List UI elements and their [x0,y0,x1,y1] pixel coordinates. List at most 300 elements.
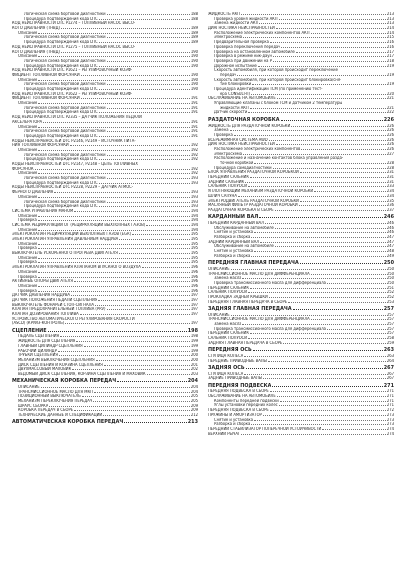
toc-entry-title: ДАТЧИК ПОЛОЖЕНИЯ ПЕДАЛИ СЦЕПЛЕНИЯ [12,297,98,302]
dot-leader [250,333,386,334]
toc-entry-title: Проверка переключения передач [214,44,281,49]
toc-page-number: 188 [190,16,198,21]
toc-page-number: 197 [190,307,198,312]
toc-entry-title: Расположение электрических компонентов [214,146,301,151]
toc-page-number: 231 [386,179,394,184]
toc-entry-title: Расположение и назначение контактов блока управления разда- [214,156,344,161]
toc-entry-title: Процедура подтверждения кода DTC [24,180,98,185]
dot-leader [93,401,190,402]
toc-section-heading [208,365,394,371]
dot-leader [107,131,190,132]
toc-entry-title: Описание [18,171,38,176]
toc-page-number: 195 [190,246,198,251]
toc-page-number: 231 [386,170,394,175]
toc-page-number: 272 [386,408,394,413]
toc-page-number: 194 [190,227,198,232]
dot-leader [38,220,190,221]
toc-page-number: 215 [386,35,394,40]
dot-leader [38,272,190,273]
toc-page-number: 192 [190,166,198,171]
toc-entry-title: МАСЛЯНЫЙ ФИЛЬТР РАЗДАТОЧНОЙ КОРОБКИ [208,203,298,208]
toc-page-number: 204 [190,389,198,394]
dot-leader [273,61,386,62]
toc-entry-title: Замена [214,128,229,133]
toc-entry-title: КОД НЕИСПРАВНОСТИ DTC P1621 – РЕГУЛИРОВОЧНЫЙ КОЭФ- [12,68,133,73]
dot-leader [327,283,386,284]
toc-page-number: 205 [190,394,198,399]
toc-entry-title: Логическая схема бортовой диагностики [24,129,106,134]
toc-entry-title: СИСТЕМА УПРАВЛЕНИЯ МАНОМ [12,208,74,213]
dot-leader [59,355,190,356]
toc-entry-title: КОГО ДАВЛЕНИЯ (ТНВД) [12,49,60,54]
dot-leader [293,309,383,310]
toc-entry-title: Электросхема [214,151,242,156]
dot-leader [76,341,190,342]
toc-entry-title: Описание [18,213,38,218]
dot-leader [311,274,386,275]
toc-entry-title: точной коробкой [220,161,254,165]
toc-entry-title: Процедура подтверждения кода DTC [24,133,98,138]
toc-entry-title: КОД НЕИСПРАВНОСТИ DTC P1274 – ТОПЛИВНЫЙ НАСОС ВЫСО- [12,21,136,26]
dot-leader [301,149,386,150]
toc-page-number: 226 [386,146,394,151]
dot-leader [107,108,190,109]
toc-entry-title: АВТОМАТИЧЕСКАЯ КОРОБКА ПЕРЕДАЧ [12,419,124,426]
toc-entry-title: КАРДАННЫЙ ВАЛ [208,214,259,221]
dot-leader [35,169,190,170]
toc-entry-title: передач [220,72,237,77]
dot-leader [65,323,190,324]
toc-page-number: 273 [386,417,394,422]
dot-leader [263,378,386,379]
toc-entry-title: БЛОК УПРАВЛЕНИЯ РАЗДАТОЧНОЙ КОРОБКОЙ [208,170,299,175]
dot-leader [38,56,190,57]
dot-leader [49,406,190,407]
toc-entry-title: МЕХАНИЧЕСКАЯ КОРОБКА ПЕРЕДАЧ [12,378,117,385]
toc-entry-title: ПРУЖИНЫ И АМОРТИЗАТОР [208,412,262,417]
toc-entry-title: ПРОКЛАДКА ЗАДНЕЙ КРЫШКИ [208,294,268,299]
toc-entry-title: Описание [18,147,38,152]
dot-leader [43,122,190,123]
dot-leader [82,396,190,397]
toc-entry-title: ЭЛЕКТРОДВИГАТЕЛЬ РАЗДАТОЧНОЙ КОРОБКИ [208,198,299,203]
toc-page-number: 228 [386,161,394,165]
toc-entry [208,254,394,259]
dot-leader [275,246,386,247]
toc-entry-title: Разборка и сборка [214,422,251,427]
toc-entry-title: Электросхема [214,35,242,40]
toc-page-number: 249 [386,253,394,258]
toc-entry-title: КОРОБКА ПЕРЕДАЧ В СБОРЕ [18,408,74,413]
dot-leader [254,163,386,164]
dot-leader [234,135,386,136]
dot-leader [61,28,190,29]
toc-page-number: 194 [190,208,198,213]
toc-entry-title: Описание [18,30,38,35]
dot-leader [147,374,190,375]
toc-page-number: 194 [190,222,198,227]
dot-leader [281,120,383,121]
toc-entry-title: Процедура самодиагностики [214,165,272,170]
toc-page-number: 196 [190,265,198,270]
toc-entry-title: КОДЫ НЕИСПРАВНОСТЕЙ DTC P2147, P2148 – ЦЕПЬ ТОПЛИВНЫХ [12,162,138,166]
dot-leader [269,297,386,298]
toc-page-number: 214 [386,30,394,35]
toc-page-number: 200 [190,357,198,362]
toc-page-number: 252 [386,290,394,295]
dot-leader [250,108,386,109]
toc-entry [208,110,394,115]
toc-entry-title: ПЕРЕДНИЙ САЛЬНИК [208,175,249,180]
toc-page-number: 259 [386,340,394,345]
toc-page-number: 218 [386,58,394,63]
toc-entry-title: Процедура подтверждения кода DTC [24,40,98,45]
toc-entry-title: Логическая схема бортовой диагностики [24,12,106,16]
toc-entry-title: ДИАГНОСТИКА НЕИСПРАВНОСТЕЙ [208,142,275,147]
dot-leader [238,196,386,197]
toc-page-number: 213 [187,419,198,426]
dot-leader [242,324,385,325]
toc-page-number: 195 [190,251,198,256]
dot-leader [231,315,386,316]
toc-page-number: 191 [190,133,198,138]
dot-leader [48,331,187,332]
dot-leader [279,19,386,20]
toc-page-number: 257 [386,322,394,327]
dot-leader [58,351,190,352]
toc-entry-title: Проверка [18,288,37,293]
toc-entry-title: НИЯ ТОПЛИВНОЙ ФОРСУНКИ [12,143,69,148]
toc-page-number: 237 [386,207,394,212]
dot-leader [38,248,190,249]
toc-entry-title: Разборка и сборка [214,235,251,239]
toc-entry-title: ПЕРЕДНИЙ СТАБИЛИЗАТОР ПОПЕРЕЧНОЙ УСТОЙЧИВОСТИ [208,426,322,431]
toc-entry-title: КОГО ДАВЛЕНИЯ (ТНВД) [12,26,60,31]
dot-leader [107,178,190,179]
toc-page-number: 213 [386,12,394,16]
dot-leader [107,84,190,85]
toc-page-number: 190 [190,82,198,87]
toc-entry-title: ГЛАВНЫЙ ЦИЛИНДР СЦЕПЛЕНИЯ [18,343,83,348]
toc-page-number: 257 [386,326,394,331]
toc-entry-title: САЛЬНИК ПОЛУОСИ [208,184,248,189]
toc-page-number: 226 [386,128,394,133]
dot-leader [248,338,386,339]
toc-entry [208,376,394,381]
toc-page-number: 204 [190,385,198,389]
toc-page-number: 199 [190,339,198,344]
dot-leader [288,302,386,303]
dot-leader [281,47,385,48]
toc-page-number: 216 [386,40,394,45]
toc-entry-title: Проверка [18,246,37,251]
toc-page-number: 263 [386,353,394,358]
dot-leader [268,361,386,362]
toc-entry-title: ТРАНСМИССИОННОЕ МАСЛО ДЛЯ МКП [18,389,93,394]
toc-page-number: 246 [386,225,394,230]
toc-page-number: 257 [386,317,394,322]
toc-page-number: 196 [190,283,198,288]
toc-page-number: 209 [190,408,198,413]
toc-entry-title: КОД НЕИСПРАВНОСТИ DTC P1275 – ТОПЛИВНЫЙ НАСОС ВЫСО- [12,44,136,49]
dot-leader [273,168,386,169]
toc-page-number: 192 [190,147,198,152]
toc-entry-title: СТУПИЦА КОЛЕСА [208,371,244,376]
dot-leader [311,33,386,34]
toc-page-number: 193 [190,180,198,185]
toc-section-heading [208,347,394,353]
toc-page-number: 191 [190,96,198,101]
dot-leader [276,144,386,145]
toc-entry-title: Датчик скорости [214,110,248,115]
dot-leader [314,191,386,192]
toc-page-number: 195 [190,260,198,265]
toc-page-number: 228 [386,165,394,170]
toc-entry-title: ВЫКЛЮЧАТЕЛЬ УСКОРЕННОГО ПРОГРЕВА ДВИГАТЕЛЯ [12,251,118,256]
toc-entry-title: ТЕХНИЧЕСКИЕ ДАННЫЕ И СПЕЦИФИКАЦИИ [18,413,103,418]
toc-entry-title: Описание [18,283,38,288]
toc-entry-title: ПЕРЕДНИЕ ПРИВОДНЫЕ ВАЛЫ [208,358,267,363]
toc-page-number: 251 [386,285,394,290]
toc-entry-title: Описание [18,241,38,246]
dot-leader [248,292,386,293]
dot-leader [74,281,190,282]
toc-entry-title: ЗАДНИЙ КАРДАННЫЙ ВАЛ [208,239,260,244]
toc-entry-title: ПЕРЕДНЯЯ ПОДВЕСКА В СБОРЕ [208,389,269,394]
toc-page-number: 194 [190,218,198,223]
toc-entry-title: ШЛИЧ САПУНА [208,193,237,198]
toc-page-number: 193 [190,176,198,181]
toc-page-number: 209 [190,403,198,408]
toc-entry-title: ОБСЛУЖИВАНИЕ НА АВТОМОБИЛЕ [208,96,276,101]
toc-entry-title: ДАТЧИК ДАВЛЕНИЯ НАДДУВА [12,293,70,298]
toc-page-number: 195 [190,241,198,246]
toc-entry-title: УПЛОТНЯЮЩИЙ МЕХАНИЗМ РАЗДАТОЧНОЙ КОРОБКИ [208,189,314,194]
toc-page-number: 197 [190,302,198,307]
toc-entry-title: Проверка трансмиссионного масла для дифференциала [214,280,326,285]
toc-entry-title: РАБОЧИЙ ЦИЛИНДР [18,348,57,353]
dot-leader [81,75,190,76]
toc-entry-title: Описание [18,194,38,199]
toc-page-number: 197 [190,293,198,298]
dot-leader [248,112,386,113]
toc-page-number: 190 [190,63,198,68]
toc-entry-title: ПЕРЕДНЯЯ ГЛАВНАЯ ПЕРЕДАЧА В СБОРЕ [208,299,288,304]
dot-leader [231,269,386,270]
toc-entry-title: ПЕРЕДНЯЯ ОСЬ [208,347,252,354]
toc-page-number: 200 [190,353,198,358]
toc-entry-title: Проверка уровня жидкости АКП [214,16,278,21]
dot-leader [142,267,190,268]
toc-entry-title: ПЕРЕДНЯЯ ГЛАВНАЯ ПЕРЕДАЧА [208,260,299,267]
dot-leader [322,429,386,430]
dot-leader [107,202,190,203]
toc-page-number: 216 [386,44,394,49]
toc-entry-title: ВЕДОМЫЙ ДИСК СЦЕПЛЕНИЯ, КОРЗИНА СЦЕПЛЕНИЯ И МАХОВИК [18,371,146,376]
toc-entry-title: Замена жидкости АКП [214,21,259,26]
dot-leader [270,391,386,392]
toc-entry-title: ЗАДНИЕ ПРИВОДНЫЕ ВАЛЫ [208,376,263,381]
dot-leader [259,23,386,24]
toc-page-number: 264 [386,358,394,363]
dot-leader [300,201,386,202]
toc-entry-title: Скорость автомобиля, при которой происходит переключение [214,68,338,73]
toc-page-number: 191 [190,119,198,124]
toc-entry-title: Описание [18,227,38,232]
dot-leader [38,244,190,245]
toc-page-number: 202 [190,367,198,372]
toc-entry-title: ЗАДНЯЯ ОСЬ [208,364,245,371]
toc-page-number: 217 [386,54,394,59]
toc-entry-title: КЛАПАН ДОЗИРОВАНИЯ ТОПЛИВА [12,312,79,316]
toc-section-heading [12,419,198,425]
dot-leader [251,94,386,95]
toc-entry-title: АКСЕЛЕРАТОРА [12,119,43,124]
toc-entry-title: Проверка [18,274,37,279]
toc-page-number: 257 [383,305,394,312]
dot-leader [99,136,190,137]
toc-entry-title: Скорость автомобиля, при которой происходит блокировка/сня- [214,77,342,82]
dot-leader [270,410,386,411]
dot-leader [248,186,386,187]
dot-leader [250,288,386,289]
toc-page-number: 189 [190,40,198,45]
dot-leader [253,350,383,351]
dot-leader [300,263,383,264]
toc-entry [208,208,394,213]
toc-page-number: 191 [190,101,198,106]
dot-leader [251,256,386,257]
toc-page-number: 197 [190,297,198,302]
toc-entry [208,359,394,364]
dot-leader [80,314,190,315]
toc-entry-title: Разборка и сборка [214,253,251,258]
toc-entry-title: ФИЦИЕНТ ТОПЛИВНОЙ ФОРСУНКИ [12,72,80,77]
toc-entry-title: Описание [18,124,38,129]
dot-leader [296,52,386,53]
dot-leader [273,56,386,57]
toc-page-number: 190 [190,54,198,59]
dot-leader [38,291,190,292]
dot-leader [230,130,386,131]
dot-leader [99,183,190,184]
toc-entry-title: Процедура подтверждения кода DTC [24,16,98,21]
toc-entry-title: РАЗДАТОЧНАЯ КОРОБКА В СБОРЕ [208,207,274,212]
toc-page-number: 189 [190,30,198,35]
dot-leader [38,33,190,34]
dot-leader [300,172,386,173]
toc-entry-title: Проверка [18,260,37,265]
toc-page-number: 271 [386,389,394,394]
toc-page-number: 250 [386,280,394,285]
toc-page-number: 192 [190,152,198,157]
toc-entry-title: Описание [18,269,38,274]
dot-leader [243,154,386,155]
toc-entry-title: Снятие и установка [214,417,254,422]
toc-section-heading [208,117,394,123]
toc-page-number: 227 [386,151,394,156]
toc-entry-title: АКТИВНЫЕ ОПОРЫ ДВИГАТЕЛЯ [12,279,73,284]
toc-page-number: 193 [190,199,198,204]
dot-leader [250,177,386,178]
toc-entry-title: Углы установки передних колес [214,403,278,408]
dot-leader [38,262,190,263]
toc-page-number: 199 [190,343,198,348]
dot-leader [72,369,190,370]
toc-section-heading [208,214,394,220]
dot-leader [243,37,386,38]
toc-entry-title: ПЕРЕДНЯЯ ПОДВЕСКА [208,382,272,389]
dot-leader [283,343,386,344]
dot-leader [311,319,386,320]
toc-entry-title: КОД НЕИСПРАВНОСТИ DTC P2335 – ДАТЧИК ПОЛОЖЕНИЯ ПЕДАЛИ [12,115,142,120]
dot-leader [54,192,190,193]
toc-entry-title: ДИСК СЦЕПЛЕНИЯ И КОРЗИНА СЦЕПЛЕНИЯ [18,362,103,367]
dot-leader [107,14,190,15]
toc-section-heading [208,383,394,389]
toc-entry-title: Управляющие клапаны с блоком TCM и датчиком 2 температуры [214,101,343,106]
toc-page-number: 267 [386,371,394,376]
dot-leader [60,336,190,337]
toc-page-number: 191 [190,129,198,134]
dot-leader [107,61,190,62]
toc-page-number: 213 [386,16,394,21]
dot-leader [107,309,190,310]
toc-entry [12,321,198,326]
dot-leader [275,210,386,211]
toc-entry-title: Логическая схема бортовой диагностики [24,35,106,40]
toc-page-number: 195 [190,232,198,237]
toc-page-number: 222 [386,110,394,115]
toc-page-number: 219 [386,63,394,68]
dot-leader [38,197,190,198]
toc-page-number: 234 [386,193,394,198]
toc-entry-title: РАЗДАТОЧНАЯ КОРОБКА [208,116,280,123]
toc-page-number: 252 [386,294,394,299]
toc-page-number: 257 [386,331,394,336]
toc-entry-title: ОБСЛУЖИВАНИЕ НА АВТОМОБИЛЕ [208,394,276,399]
dot-leader [246,368,383,369]
toc-entry-title: САЛЬНИК ПОЛУОСИ [208,290,248,295]
toc-page-number: 247 [386,235,394,239]
dot-leader [237,75,385,76]
toc-page-number: 190 [190,58,198,63]
toc-page-number: 267 [386,376,394,381]
toc-entry-title: Процедура подтверждения кода DTC [24,63,98,68]
toc-page-number: 189 [190,35,198,40]
toc-entry-title: Расположение электрических компонентов АКП [214,30,310,35]
toc-page-number: 263 [383,347,394,354]
toc-entry-title: ЭЛЕКТРОКЛАПАН УПРАВЛЕНИЯ ДАВЛЕНИЕМ НАДДУВА [12,237,119,241]
toc-entry-title: ФЕРНОГО ДАВЛЕНИЯ [12,190,54,195]
dot-leader [38,150,190,151]
toc-page-number: 231 [386,175,394,180]
dot-leader [275,228,386,229]
toc-entry-title: Предварительная проверка [214,40,269,45]
dot-leader [104,365,190,366]
toc-entry-title: Компоненты передней подвески [214,398,279,403]
dot-leader [252,84,386,85]
toc-page-number: 192 [190,171,198,176]
toc-page-number: 192 [190,157,198,162]
toc-section-heading [208,260,394,266]
toc-page-number: 194 [190,213,198,218]
toc-page-number: 250 [383,260,394,267]
dot-leader [98,300,189,301]
toc-entry-title: КОДЫ НЕИСПРАВНОСТЕЙ DTC P2228, P2229 – ДАТЧИК АТМОС- [12,185,134,190]
toc-page-number: 273 [386,422,394,427]
toc-page-number: 197 [190,312,198,316]
